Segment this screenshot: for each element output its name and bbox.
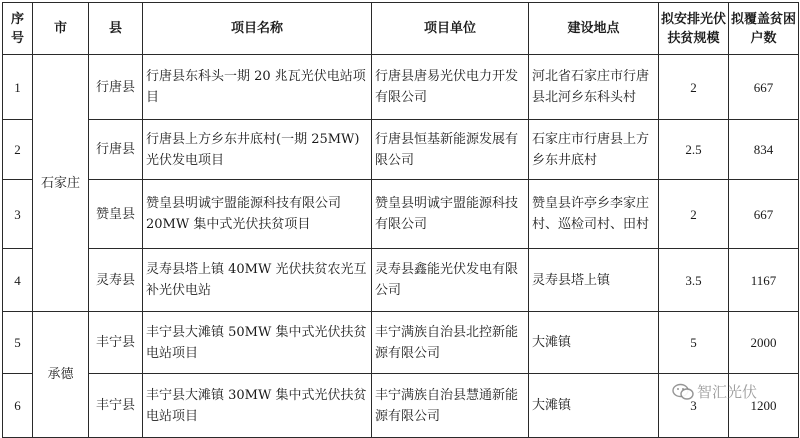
households-cell: 667 xyxy=(729,55,799,120)
header-project-name: 项目名称 xyxy=(143,3,372,55)
site-cell: 河北省石家庄市行唐县北河乡东科头村 xyxy=(529,55,659,120)
project-unit-cell: 行唐县恒基新能源发展有限公司 xyxy=(372,120,529,180)
households-cell: 1200 xyxy=(729,374,799,438)
project-name-cell: 灵寿县塔上镇 40MW 光伏扶贫农光互补光伏电站 xyxy=(143,249,372,312)
table-row xyxy=(3,180,799,249)
county-cell: 赞皇县 xyxy=(89,180,143,249)
city-cell: 石家庄 xyxy=(33,55,89,312)
site-cell: 赞皇县许亭乡李家庄村、巡检司村、田村 xyxy=(529,180,659,249)
households-cell: 834 xyxy=(729,120,799,180)
households-cell: 667 xyxy=(729,180,799,249)
households-cell: 1167 xyxy=(729,249,799,312)
scale-cell: 2 xyxy=(659,55,729,120)
header-site: 建设地点 xyxy=(529,3,659,55)
header-scale: 拟安排光伏扶贫规模 xyxy=(659,3,729,55)
project-name-cell: 丰宁县大滩镇 50MW 集中式光伏扶贫电站项目 xyxy=(143,312,372,374)
county-cell: 灵寿县 xyxy=(89,249,143,312)
table-row xyxy=(3,312,799,374)
row-seq: 6 xyxy=(3,374,33,438)
project-name-cell: 行唐县上方乡东井底村(一期 25MW)光伏发电项目 xyxy=(143,120,372,180)
project-unit-cell: 丰宁满族自治县慧通新能源有限公司 xyxy=(372,374,529,438)
scale-cell: 2 xyxy=(659,180,729,249)
row-seq: 4 xyxy=(3,249,33,312)
wechat-icon xyxy=(672,383,694,401)
watermark-text: 智汇光伏 xyxy=(697,383,758,401)
project-name-cell: 赞皇县明诚宇盟能源科技有限公司 20MW 集中式光伏扶贫项目 xyxy=(143,180,372,249)
county-cell: 丰宁县 xyxy=(89,312,143,374)
project-unit-cell: 行唐县唐易光伏电力开发有限公司 xyxy=(372,55,529,120)
row-seq: 2 xyxy=(3,120,33,180)
header-project-unit: 项目单位 xyxy=(372,3,529,55)
site-cell: 大滩镇 xyxy=(529,312,659,374)
city-cell: 承德 xyxy=(33,312,89,438)
header-seq: 序号 xyxy=(3,3,33,55)
table-row xyxy=(3,55,799,120)
scale-cell: 5 xyxy=(659,312,729,374)
households-cell: 2000 xyxy=(729,312,799,374)
watermark xyxy=(672,381,757,402)
scale-cell: 2.5 xyxy=(659,120,729,180)
row-seq: 1 xyxy=(3,55,33,120)
project-name-cell: 行唐县东科头一期 20 兆瓦光伏电站项目 xyxy=(143,55,372,120)
site-cell: 灵寿县塔上镇 xyxy=(529,249,659,312)
project-table xyxy=(2,2,799,438)
county-cell: 行唐县 xyxy=(89,120,143,180)
row-seq: 5 xyxy=(3,312,33,374)
header-households: 拟覆盖贫困户数 xyxy=(729,3,799,55)
header-city: 市 xyxy=(33,3,89,55)
table-row xyxy=(3,249,799,312)
project-unit-cell: 灵寿县鑫能光伏发电有限公司 xyxy=(372,249,529,312)
scale-cell: 3.5 xyxy=(659,249,729,312)
project-unit-cell: 赞皇县明诚宇盟能源科技有限公司 xyxy=(372,180,529,249)
site-cell: 大滩镇 xyxy=(529,374,659,438)
header-row xyxy=(3,3,799,55)
table-row xyxy=(3,120,799,180)
county-cell: 行唐县 xyxy=(89,55,143,120)
project-name-cell: 丰宁县大滩镇 30MW 集中式光伏扶贫电站项目 xyxy=(143,374,372,438)
county-cell: 丰宁县 xyxy=(89,374,143,438)
header-county: 县 xyxy=(89,3,143,55)
site-cell: 石家庄市行唐县上方乡东井底村 xyxy=(529,120,659,180)
project-unit-cell: 丰宁满族自治县北控新能源有限公司 xyxy=(372,312,529,374)
scale-cell: 3 xyxy=(659,374,729,438)
row-seq: 3 xyxy=(3,180,33,249)
